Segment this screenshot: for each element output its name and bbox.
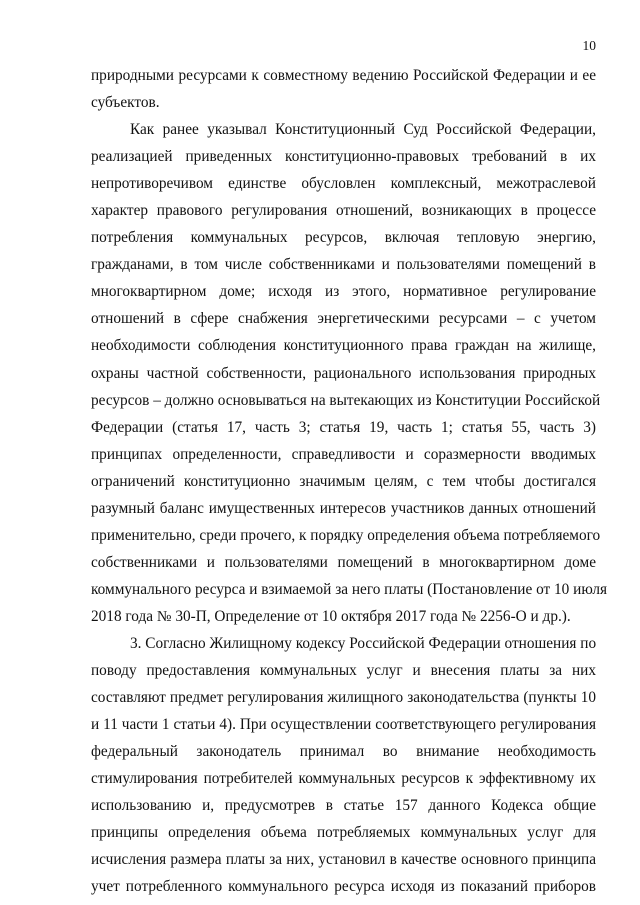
text-line: гражданами, в том числе собственниками и пользователями помещений в [91,256,596,274]
text-line: использованию и, предусмотрев в статье 157 данного Кодекса общие [91,797,596,815]
text-line: применительно, среди прочего, к порядку определения объема потребляемого [91,526,601,544]
text-line: отношений в сфере снабжения энергетическими ресурсами – с учетом [91,310,596,328]
document-body [91,62,608,900]
paragraph [91,630,596,900]
text-line: ресурсов – должно основываться на вытекающих из Конституции Российской [91,391,601,409]
text-line: потребления коммунальных ресурсов, включая тепловую энергию, [91,229,596,247]
text-line: многоквартирном доме; исходя из этого, нормативное регулирование [91,283,596,301]
text-line: федеральный законодатель принимал во внимание необходимость [91,743,596,761]
text-line: 2018 года № 30-П, Определение от 10 октября 2017 года № 2256-О и др.). [91,607,571,625]
text-line: характер правового регулирования отношений, возникающих в процессе [91,202,596,220]
text-line: Как ранее указывал Конституционный Суд Российской Федерации, [130,121,596,139]
text-line: ограничений конституционно значимым целям, с тем чтобы достигался [91,472,596,490]
text-line: коммунального ресурса и взимаемой за него платы (Постановление от 10 июля [91,580,608,598]
text-line: принципы определения объема потребляемых коммунальных услуг для [91,824,596,842]
text-line: собственниками и пользователями помещений в многоквартирном доме [91,553,596,571]
text-line: принципах определенности, справедливости и соразмерности вводимых [91,445,596,463]
text-line: и 11 части 1 статьи 4). При осуществлении соответствующего регулирования [91,716,596,734]
text-line: непротиворечивом единстве обусловлен комплексный, межотраслевой [91,175,596,193]
text-line: необходимости соблюдения конституционного права граждан на жилище, [91,337,596,355]
text-line: исчисления размера платы за них, установил в качестве основного принципа [91,851,596,869]
text-line: поводу предоставления коммунальных услуг и внесения платы за них [91,662,596,680]
paragraph [91,116,608,630]
page-number: 10 [582,38,596,53]
text-line: охраны частной собственности, рационального использования природных [91,364,596,382]
text-line: составляют предмет регулирования жилищного законодательства (пункты 10 [91,689,596,707]
text-line: Федерации (статья 17, часть 3; статья 19, часть 1; статья 55, часть 3) [91,418,596,436]
text-line: природными ресурсами к совместному ведению Российской Федерации и ее [91,67,596,84]
text-line: 3. Согласно Жилищному кодексу Российской Федерации отношения по [130,634,597,652]
text-line: субъектов. [91,94,160,112]
paragraph [91,62,596,116]
text-line: учет потребленного коммунального ресурса исходя из показаний приборов [91,878,596,896]
text-line: разумный баланс имущественных интересов участников данных отношений [91,499,596,517]
text-line: реализацией приведенных конституционно-правовых требований в их [91,148,596,166]
text-line: стимулирования потребителей коммунальных ресурсов к эффективному их [91,770,596,788]
